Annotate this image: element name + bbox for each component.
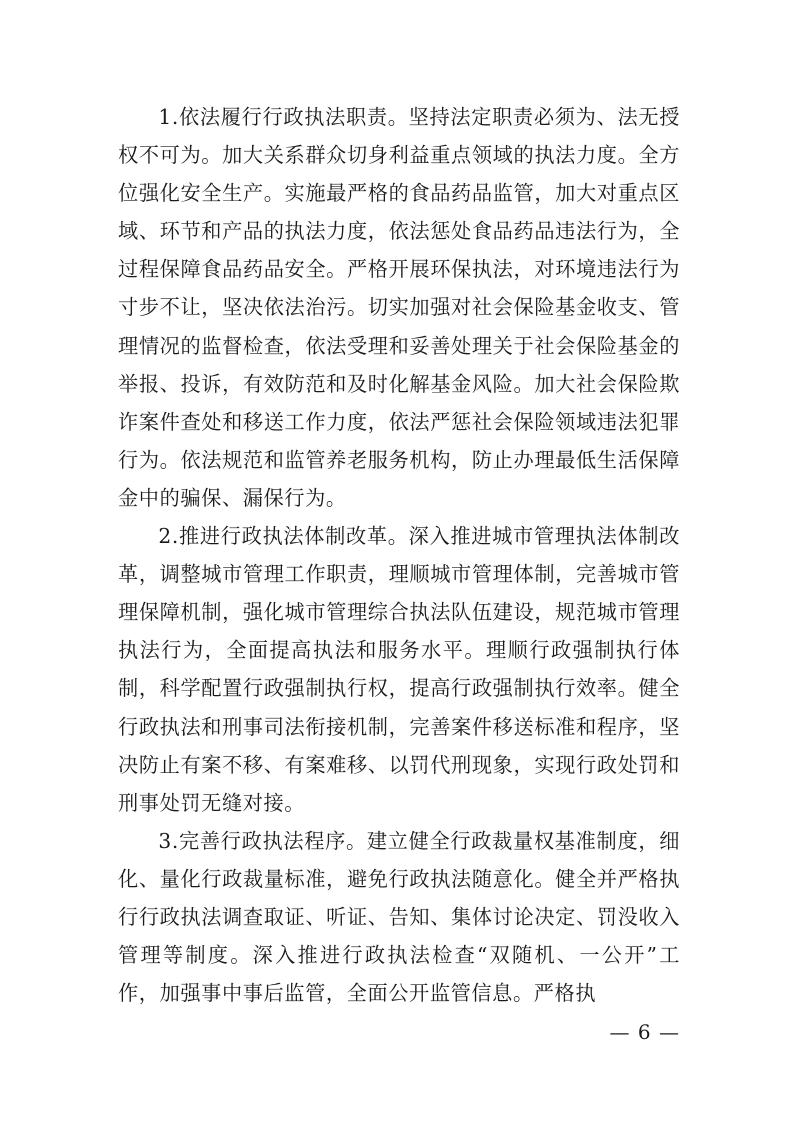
body-text: [118, 98, 680, 1012]
paragraph-2: 2.推进行政执法体制改革。深入推进城市管理执法体制改革，调整城市管理工作职责，理顺城市管理体制，完善城市管理保障机制，强化城市管理综合执法队伍建设，规范城市管理执法行为，全面提高执法和服务水平。理顺行政强制执行体制，科学配置行政强制执行权，提高行政强制执行效率。健全行政执法和刑事司法衔接机制，完善案件移送标准和程序，坚决防止有案不移、有案难移、以罚代刑现象，实现行政处罚和刑事处罚无缝对接。: [118, 524, 680, 815]
page-number: — 6 —: [609, 1020, 680, 1044]
paragraph-1: 1.依法履行行政执法职责。坚持法定职责必须为、法无授权不可为。加大关系群众切身利益重点领域的执法力度。全方位强化安全生产。实施最严格的食品药品监管，加大对重点区域、环节和产品的执法力度，依法惩处食品药品违法行为，全过程保障食品药品安全。严格开展环保执法，对环境违法行为寸步不让，坚决依法治污。切实加强对社会保险基金收支、管理情况的监督检查，依法受理和妥善处理关于社会保险基金的举报、投诉，有效防范和及时化解基金风险。加大社会保险欺诈案件查处和移送工作力度，依法严惩社会保险领域违法犯罪行为。依法规范和监管养老服务机构，防止办理最低生活保障金中的骗保、漏保行为。: [118, 105, 680, 510]
paragraph-3: 3.完善行政执法程序。建立健全行政裁量权基准制度，细化、量化行政裁量标准，避免行政执法随意化。健全并严格执行行政执法调查取证、听证、告知、集体讨论决定、罚没收入管理等制度。深入推进行政执法检查“双随机、一公开”工作，加强事中事后监管，全面公开监管信息。严格执: [118, 828, 680, 1006]
